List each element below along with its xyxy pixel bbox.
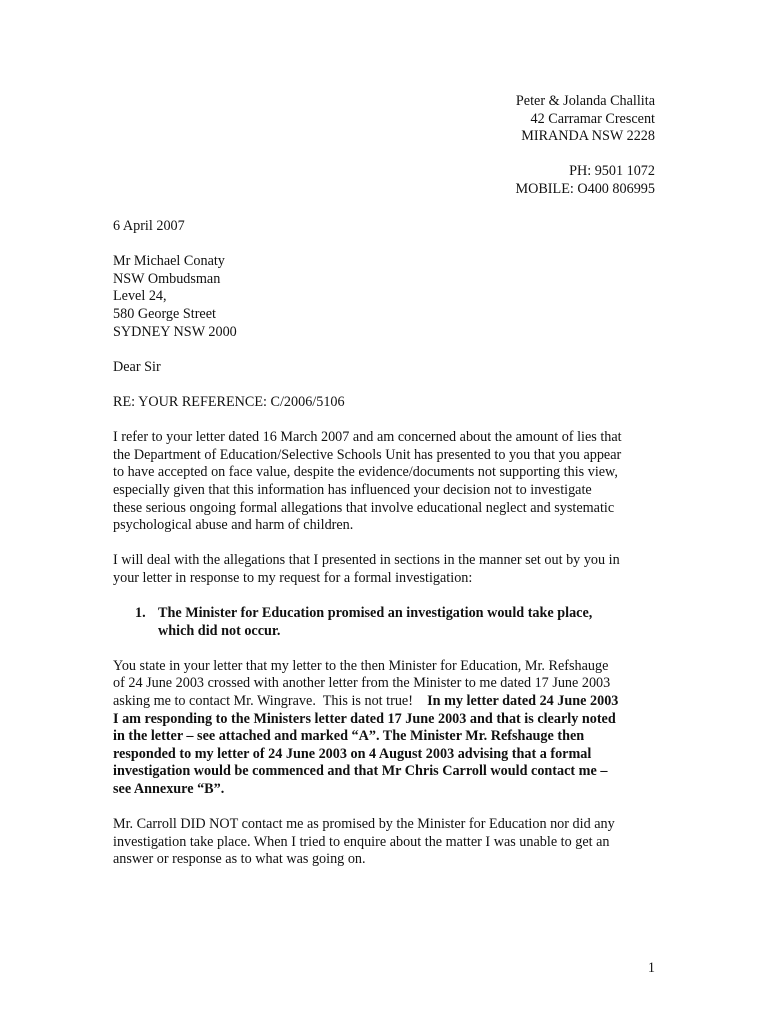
recipient-name: Mr Michael Conaty — [113, 253, 225, 270]
heading-line: The Minister for Education promised an investigation would take place, — [158, 605, 593, 622]
recipient-city: SYDNEY NSW 2000 — [113, 323, 237, 340]
paragraph-sections — [113, 552, 658, 587]
plain-text: asking me to contact Mr. Wingrave. This is not true! — [113, 693, 428, 710]
numbered-heading-1 — [113, 605, 658, 640]
bold-line: responded to my letter of 24 June 2003 on 4 August 2003 advising that a formal — [113, 745, 592, 762]
sender-address-block — [515, 93, 655, 199]
paragraph-carroll — [113, 816, 658, 869]
reference-line: RE: YOUR REFERENCE: C/2006/5106 — [113, 393, 345, 410]
sender-street: 42 Carramar Crescent — [530, 110, 655, 127]
list-number: 1. — [135, 605, 146, 622]
paragraph-line: I will deal with the allegations that I presented in sections in the manner set out by you in — [113, 552, 620, 569]
paragraph-line: your letter in response to my request for a formal investigation: — [113, 569, 473, 586]
sender-phone: PH: 9501 1072 — [569, 163, 655, 180]
bold-text: In my letter dated 24 June 2003 — [427, 693, 619, 710]
recipient-street: 580 George Street — [113, 305, 216, 322]
recipient-address-block — [113, 253, 658, 341]
paragraph-line: Mr. Carroll DID NOT contact me as promised by the Minister for Education nor did any — [113, 816, 615, 833]
paragraph-line: the Department of Education/Selective Schools Unit has presented to you that you appear — [113, 446, 622, 463]
page-number: 1 — [647, 960, 655, 976]
paragraph-line: of 24 June 2003 crossed with another letter from the Minister to me dated 17 June 2003 — [113, 675, 611, 692]
sender-names: Peter & Jolanda Challita — [515, 93, 655, 109]
paragraph-line: answer or response as to what was going on. — [113, 851, 366, 868]
sender-suburb: MIRANDA NSW 2228 — [521, 128, 655, 145]
paragraph-line-mixed — [113, 693, 658, 711]
bold-line: I am responding to the Ministers letter dated 17 June 2003 and that is clearly noted — [113, 710, 616, 727]
paragraph-minister — [113, 658, 658, 799]
paragraph-line: psychological abuse and harm of children. — [113, 517, 354, 534]
bold-line: see Annexure “B”. — [113, 781, 225, 797]
sender-mobile: MOBILE: O400 806995 — [515, 180, 655, 197]
bold-line: investigation would be commenced and that Mr Chris Carroll would contact me – — [113, 763, 608, 780]
paragraph-line: I refer to your letter dated 16 March 2007 and am concerned about the amount of lies that — [113, 429, 622, 446]
paragraph-line: to have accepted on face value, despite the evidence/documents not supporting this view, — [113, 464, 618, 481]
letter-body — [113, 218, 658, 887]
paragraph-intro — [113, 429, 658, 535]
paragraph-line: these serious ongoing formal allegations that involve educational neglect and systematic — [113, 499, 615, 516]
salutation: Dear Sir — [113, 358, 161, 375]
paragraph-line: especially given that this information has influenced your decision not to investigate — [113, 481, 592, 498]
recipient-level: Level 24, — [113, 288, 167, 305]
letter-date: 6 April 2007 — [113, 218, 185, 234]
recipient-org: NSW Ombudsman — [113, 270, 221, 287]
paragraph-line: investigation take place. When I tried to enquire about the matter I was unable to get an — [113, 833, 610, 850]
heading-line: which did not occur. — [158, 622, 281, 639]
bold-line: in the letter – see attached and marked “A”. The Minister Mr. Refshauge then — [113, 728, 585, 745]
paragraph-line: You state in your letter that my letter to the then Minister for Education, Mr. Refshauge — [113, 657, 609, 674]
